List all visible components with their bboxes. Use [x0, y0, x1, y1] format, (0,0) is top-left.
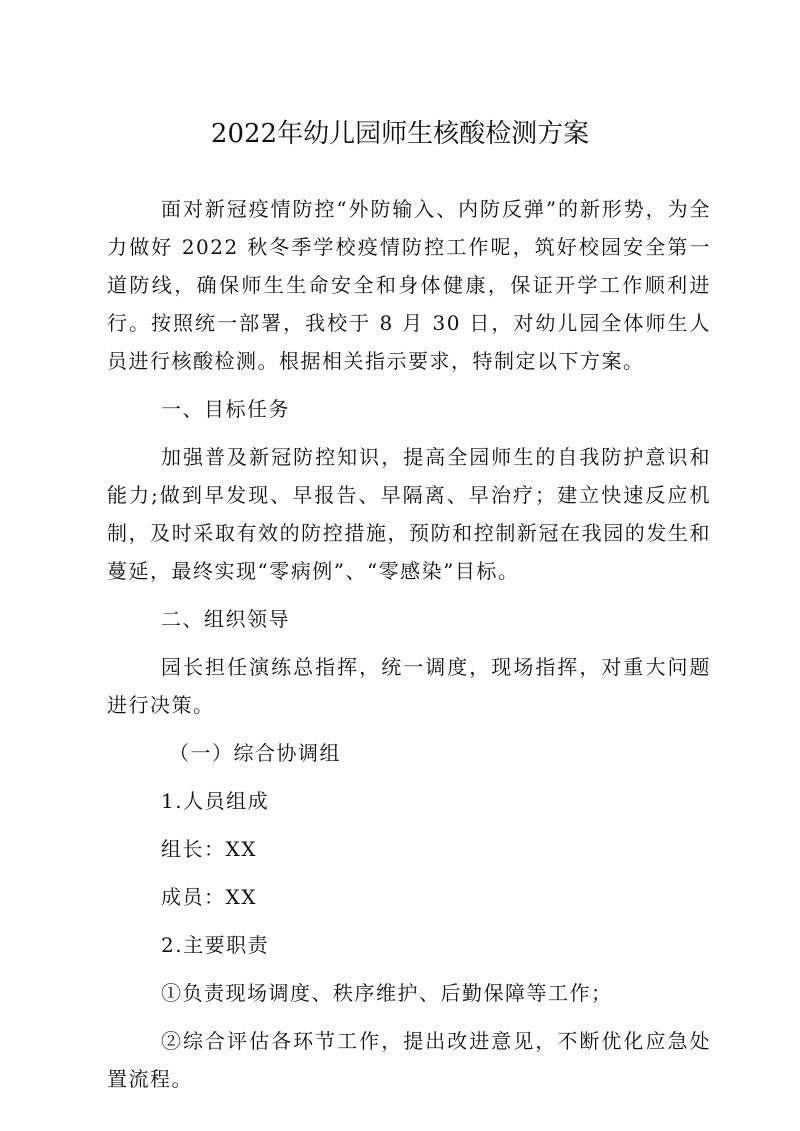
intro-paragraph: 面对新冠疫情防控“外防输入、内防反弹”的新形势，为全力做好 2022 秋冬季学校疫情防控工作呢，筑好校园安全第一道防线，确保师生生命安全和身体健康，保证开学工作顺利进行。按照统一部署，我校于 8 月 30 日，对幼儿园全体师生人员进行核酸检测。根据相关指示要求，特制定以下方案。 — [107, 197, 711, 373]
duty-item-2: ②综合评估各环节工作，提出改进意见，不断优化应急处置流程。 — [107, 1029, 711, 1091]
document-body — [107, 190, 711, 1108]
organization-paragraph: 园长担任演练总指挥，统一调度，现场指挥，对重大问题进行决策。 — [107, 655, 711, 717]
duties-heading: 2.主要职责 — [161, 933, 270, 957]
duty-item-1: ①负责现场调度、秩序维护、后勤保障等工作； — [161, 981, 613, 1005]
section-heading-organization: 二、组织领导 — [161, 607, 290, 631]
goals-paragraph: 加强普及新冠防控知识，提高全园师生的自我防护意识和能力;做到早发现、早报告、早隔离、早治疗；建立快速反应机制，及时采取有效的防控措施，预防和控制新冠在我园的发生和蔓延，最终实现“零病例”、“零感染”目标。 — [107, 445, 711, 583]
personnel-heading: 1.人员组成 — [161, 789, 270, 813]
group-heading-coordination: （一）综合协调组 — [169, 741, 341, 765]
document-title: 2022年幼儿园师生核酸检测方案 — [210, 119, 590, 149]
group-leader: 组长：XX — [161, 837, 257, 861]
group-members: 成员：XX — [161, 885, 257, 909]
section-heading-goals: 一、目标任务 — [161, 397, 290, 421]
